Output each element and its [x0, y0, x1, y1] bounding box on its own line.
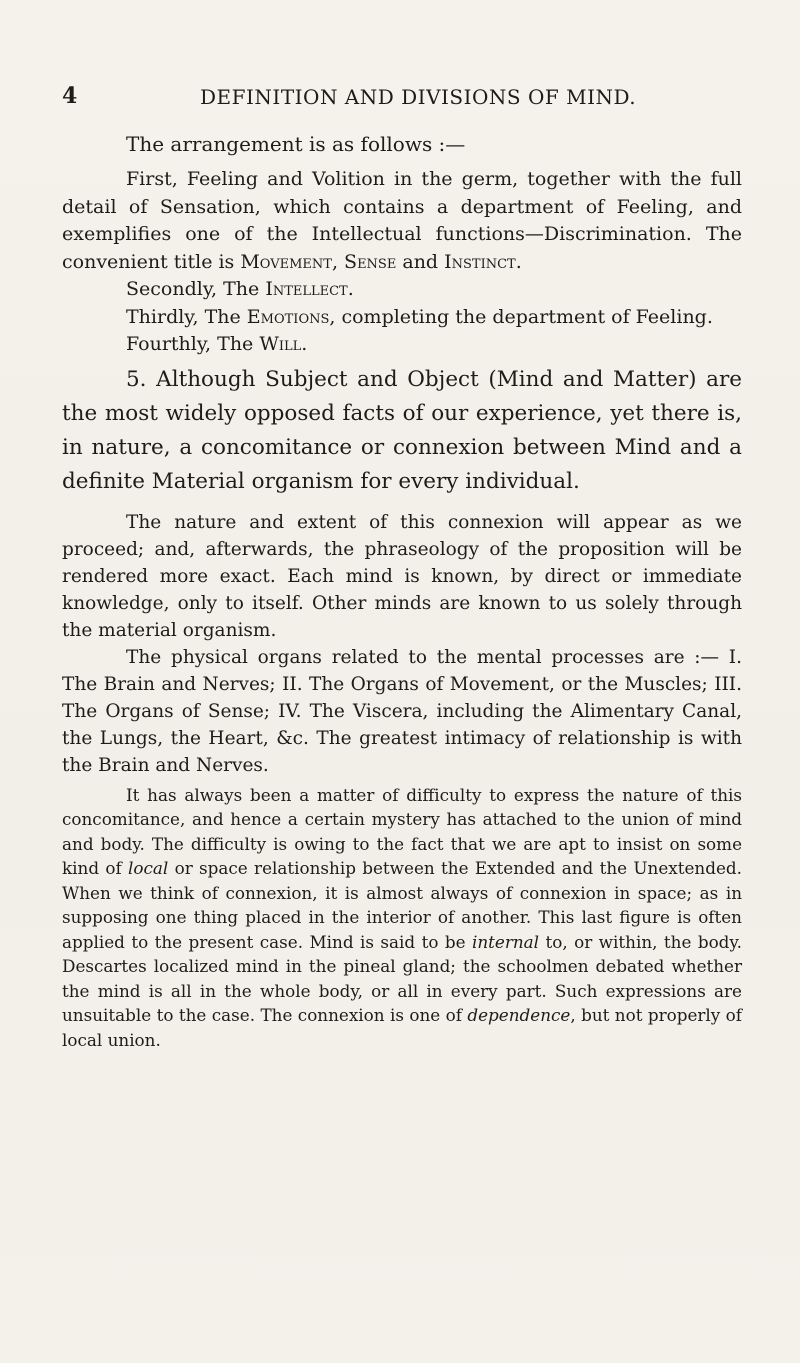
running-head: DEFINITION AND DIVISIONS OF MIND.	[200, 85, 637, 109]
difficulty-text-2: or space relationship between the Extended and the Unextended. When we think of connexion, it is almost always of connexion in space; as in supposing one thing placed in the interior of another. This last figure is often applied to the present case. Mind is said to be	[62, 858, 742, 952]
division-second-end: .	[347, 278, 354, 300]
term-movement: Movement	[240, 250, 332, 273]
division-second	[62, 276, 742, 304]
division-third-end: , completing the department of Feeling.	[329, 305, 713, 328]
emphasis-local: local	[128, 858, 169, 878]
difficulty-text-1: It has always been a matter of difficulty to express the nature of this concomitance, and hence a certain mystery has attached to the union of mind and body. The difficulty is owing to the fact that we are apt to insist on some kind of	[62, 784, 742, 878]
division-first-end: .	[515, 250, 522, 273]
paragraph-difficulty	[62, 783, 742, 1053]
term-sense: Sense	[344, 250, 397, 273]
term-will: Will	[259, 333, 302, 355]
term-emotions: Emotions	[246, 305, 330, 328]
division-first-sep2: and	[396, 250, 445, 273]
division-fourth-end: .	[301, 333, 308, 355]
division-first-text: First, Feeling and Volition in the germ, together with the full detail of Sensation, which contains a department of Feeling, and exemplifies one of the Intellectual functions—Discrimination. The convenient title is	[62, 168, 742, 273]
term-instinct: Instinct	[444, 250, 516, 273]
emphasis-internal: internal	[472, 931, 540, 952]
page-number: 4	[62, 83, 78, 109]
division-second-text: Secondly, The	[126, 278, 266, 300]
paragraph-organs: The physical organs related to the mental processes are :— I. The Brain and Nerves; II. The Organs of Movement, or the Muscles; III. The Organs of Sense; IV. The Viscera, including the Alimentary Canal, the Lungs, the Heart, &c. The greatest intimacy of relationship is with the Brain and Nerves.	[62, 646, 742, 776]
intro-line	[62, 128, 742, 160]
division-first	[62, 166, 742, 276]
page-body	[62, 128, 742, 1052]
paragraph-nature: The nature and extent of this connexion will appear as we proceed; and, afterwards, the phraseology of the proposition will be rendered more exact. Each mind is known, by direct or immediate knowledge, only to itself. Other minds are known to us solely through the material organism.	[62, 511, 742, 641]
division-first-sep1: ,	[331, 250, 345, 273]
emphasis-dependence: dependence	[467, 1005, 571, 1025]
difficulty-text-3: to, or within, the body. Descartes localized mind in the pineal gland; the schoolmen debated whether the mind is all in the whole body, or all in every part. Such expressions are unsuitable to the case. The connexion is one of	[62, 931, 742, 1025]
section-5-proposition: 5. Although Subject and Object (Mind and Matter) are the most widely opposed facts of our experience, yet there is, in nature, a concomitance or connexion between Mind and a definite Material organism for every individual.	[62, 366, 742, 494]
intro-text: The arrangement is as follows :—	[126, 132, 466, 156]
division-fourth-text: Fourthly, The	[126, 333, 260, 355]
page-header	[62, 83, 742, 113]
division-third	[62, 304, 742, 332]
difficulty-text-4: , but not properly of local union.	[62, 1005, 742, 1050]
term-intellect: Intellect	[265, 278, 348, 300]
division-third-text: Thirdly, The	[126, 305, 247, 328]
division-fourth	[62, 331, 742, 359]
